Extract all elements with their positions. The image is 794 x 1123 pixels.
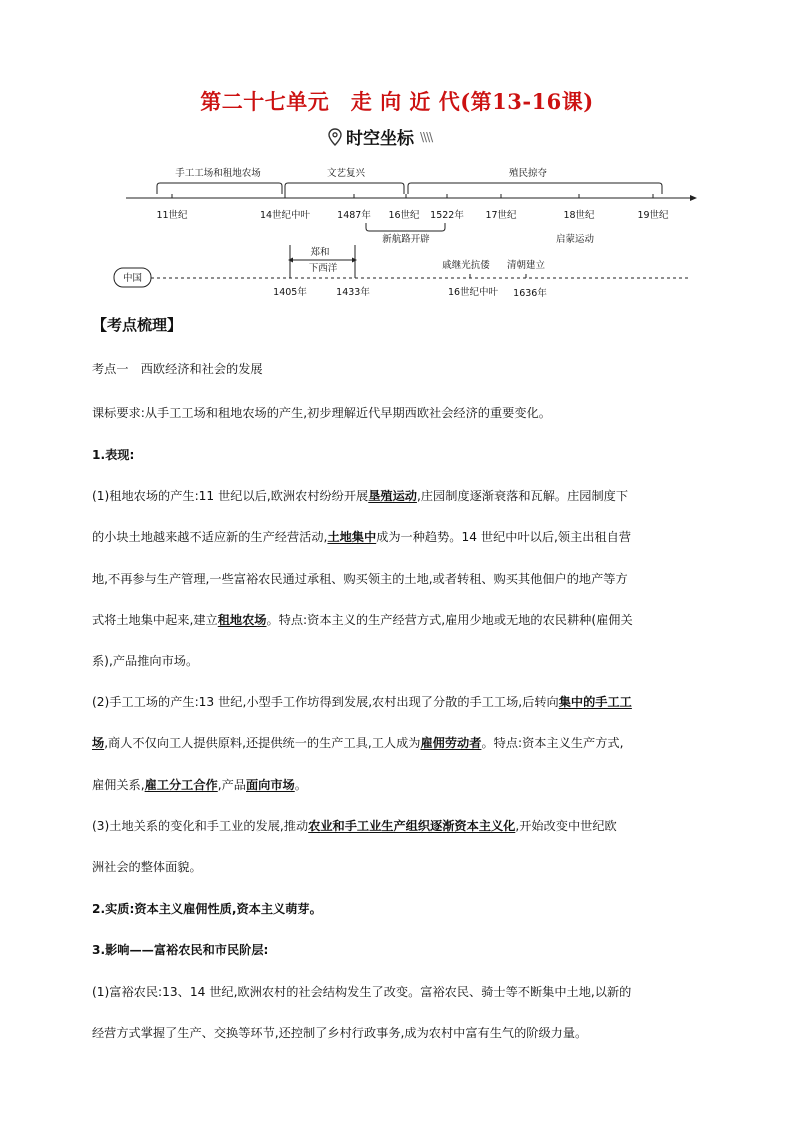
p2-line2: 场,商人不仅向工人提供原料,还提供统一的生产工具,工人成为雇佣劳动者。特点:资本主义生产方式,	[92, 736, 624, 750]
tick-18c: 18世纪	[563, 210, 595, 221]
p1-line4: 式将土地集中起来,建立租地农场。特点:资本主义的生产经营方式,雇用少地或无地的农民耕种(雇佣关	[92, 613, 633, 627]
requirement: 课标要求:从手工工场和租地农场的产生,初步理解近代早期西欧社会经济的重要变化。	[92, 406, 551, 420]
section-heading: 【考点梳理】	[92, 316, 183, 334]
tick-16c: 16世纪	[388, 210, 420, 221]
kw-lease-farm: 租地农场	[217, 613, 267, 627]
tick-14c-mid: 14世纪中叶	[259, 210, 311, 221]
kw-market: 面向市场	[246, 778, 295, 792]
axis-ticks	[172, 194, 653, 198]
p1-line1: (1)租地农场的产生:11 世纪以后,欧洲农村纷纷开展垦殖运动,庄园制度逐渐衰落和瓦解。庄园制度下	[92, 489, 629, 503]
s1-title: 1.表现:	[92, 448, 135, 462]
china-label: 中国	[122, 273, 143, 284]
p3-line1: (3)土地关系的变化和手工业的发展,推动农业和手工业生产组织逐渐资本主义化,开始改变中世纪欧	[92, 819, 617, 833]
china-event-qing: 清朝建立	[506, 260, 546, 271]
new-route-bracket	[366, 223, 445, 231]
china-ticks	[470, 274, 526, 278]
time-space-header	[328, 124, 432, 149]
subtitle-text: 时空坐标	[346, 129, 414, 149]
main-axis-arrow	[690, 195, 697, 201]
kw-central-workshop: 集中的手工工	[558, 695, 632, 709]
p1-line2: 的小块土地越来越不适应新的生产经营活动,土地集中成为一种趋势。14 世纪中叶以后,领主出租自营	[92, 530, 632, 544]
bracket-label-2: 文艺复兴	[326, 168, 366, 179]
bracket-label-3: 殖民掠夺	[508, 168, 548, 179]
subtitle-hatch: \\\\	[420, 129, 433, 144]
p4-line1: (1)富裕农民:13、14 世纪,欧洲农村的社会结构发生了改变。富裕农民、骑士等不断集中土地,以新的	[92, 985, 632, 999]
tick-19c: 19世纪	[637, 210, 669, 221]
p4-line2: 经营方式掌握了生产、交换等环节,还控制了乡村行政事务,成为农村中富有生气的阶级力量。	[92, 1026, 588, 1040]
zhenghe-line1: 郑和	[310, 247, 330, 258]
tick-17c: 17世纪	[485, 210, 517, 221]
china-year-16c-mid: 16世纪中叶	[447, 287, 499, 298]
china-event-qijiguang: 戚继光抗倭	[442, 260, 490, 271]
tick-11c: 11世纪	[156, 210, 188, 221]
kw-wage-labor: 雇佣劳动者	[420, 736, 482, 750]
china-year-1433: 1433年	[336, 287, 370, 298]
kw-kenzhi: 垦殖运动	[368, 489, 417, 503]
point-title: 考点一 西欧经济和社会的发展	[92, 362, 263, 376]
kw-capitalization: 农业和手工业生产组织逐渐资本主义化	[308, 819, 516, 833]
enlightenment-label: 启蒙运动	[555, 234, 595, 245]
bracket-label-1: 手工工场和租地农场	[175, 168, 261, 179]
p2-line1: (2)手工工场的产生:13 世纪,小型手工作坊得到发展,农村出现了分散的手工工场,后转向集中的手工工	[92, 695, 632, 709]
p1-line3: 地,不再参与生产管理,一些富裕农民通过承租、购买领主的土地,或者转租、购买其他佃户的地产等方	[92, 572, 628, 586]
timeline	[0, 150, 794, 300]
p1-line5: 系),产品推向市场。	[92, 654, 199, 668]
kw-land-concentration: 土地集中	[327, 530, 377, 544]
location-pin-icon	[328, 128, 342, 146]
tick-1487: 1487年	[337, 210, 371, 221]
tick-1522: 1522年	[430, 210, 464, 221]
s2-essence: 2.实质:资本主义雇佣性质,资本主义萌芽。	[92, 902, 322, 916]
unit-title: 第二十七单元 走 向 近 代(第13-16课)	[200, 89, 594, 114]
s3-impact: 3.影响——富裕农民和市民阶层:	[92, 943, 269, 957]
china-year-1636: 1636年	[513, 288, 547, 299]
zhenghe-line2: 下西洋	[308, 263, 338, 274]
p3-line2: 洲社会的整体面貌。	[92, 860, 202, 874]
new-route-label: 新航路开辟	[382, 234, 430, 245]
timeline-brackets	[157, 183, 662, 194]
china-year-1405: 1405年	[273, 287, 307, 298]
p2-line3: 雇佣关系,雇工分工合作,产品面向市场。	[92, 778, 307, 792]
kw-division-of-labor: 雇工分工合作	[144, 778, 218, 792]
